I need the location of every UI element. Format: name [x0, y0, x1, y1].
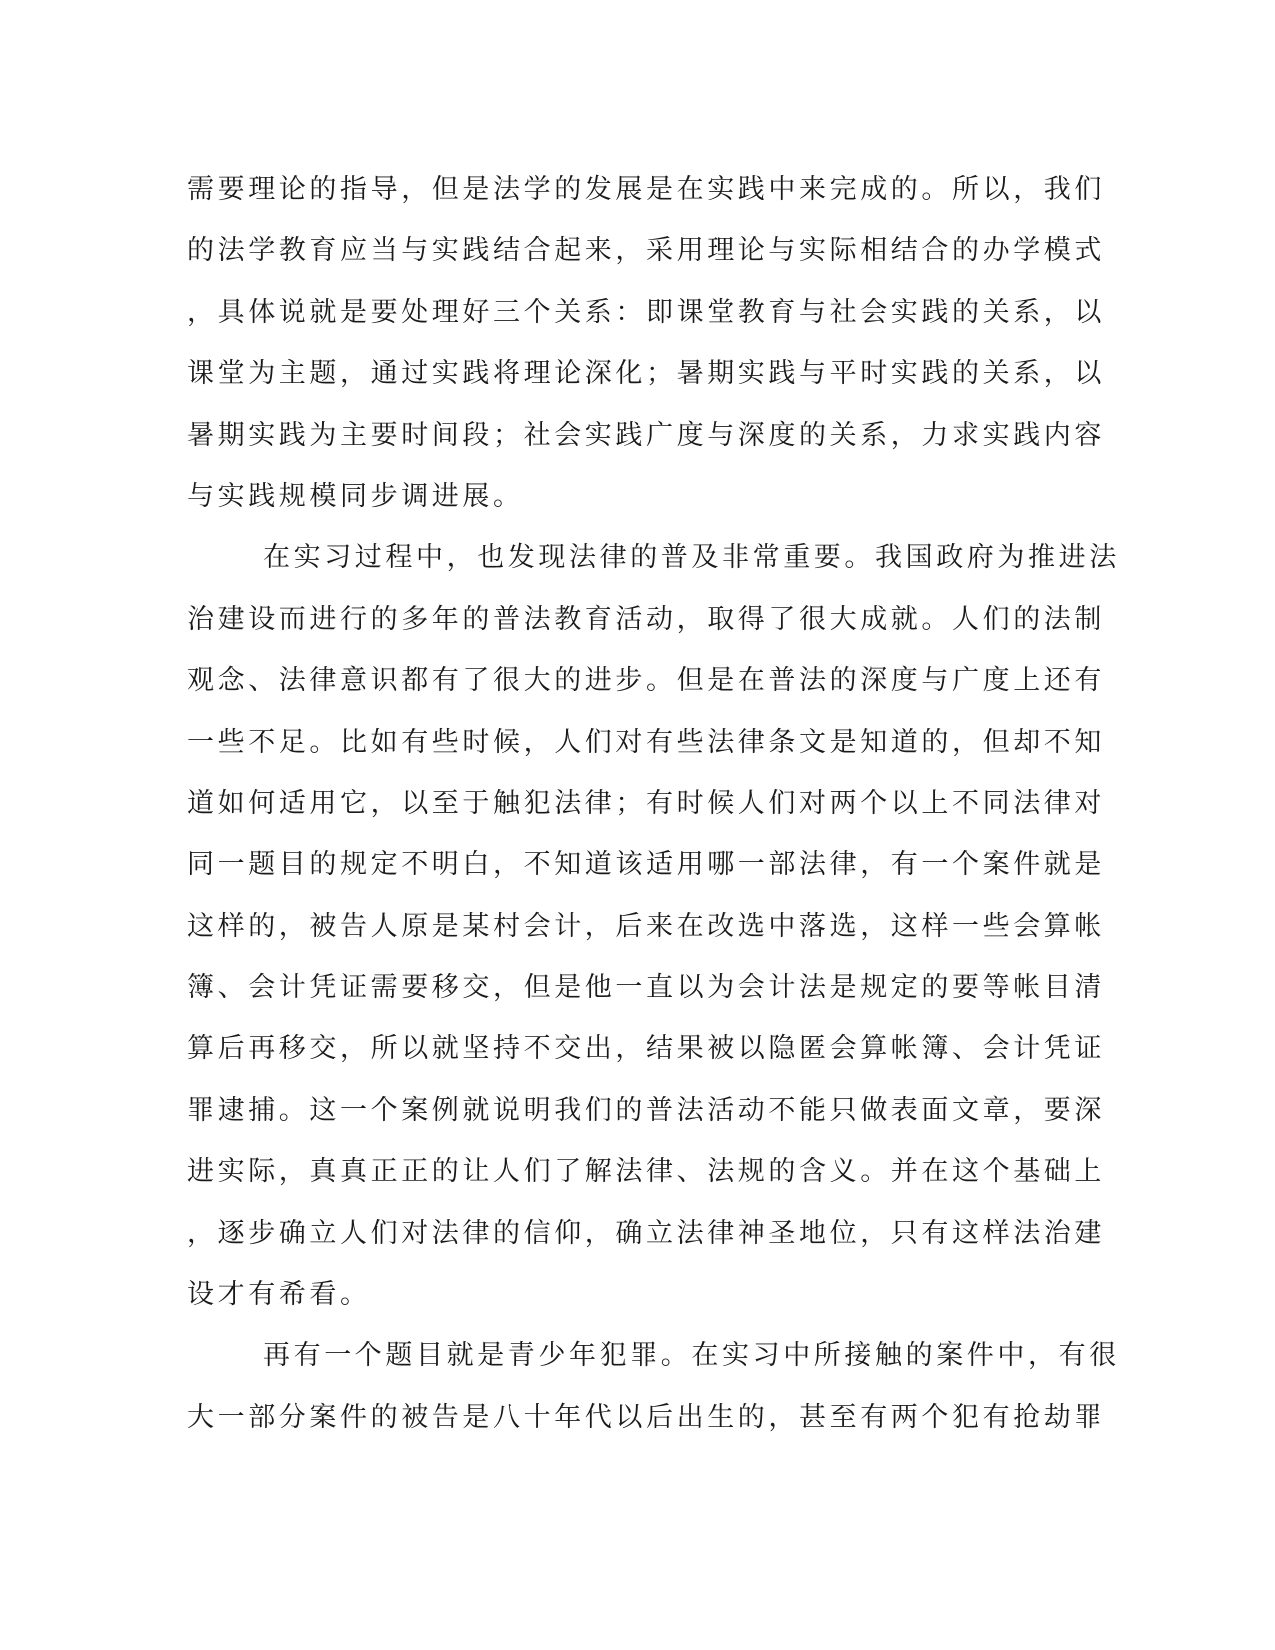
text-line: 簿、会计凭证需要移交，但是他一直以为会计法是规定的要等帐目清: [187, 972, 1105, 1004]
text-line: 治建设而进行的多年的普法教育活动，取得了很大成就。人们的法制: [187, 603, 1105, 635]
text-line: ，具体说就是要处理好三个关系：即课堂教育与社会实践的关系，以: [187, 296, 1105, 328]
text-line: 观念、法律意识都有了很大的进步。但是在普法的深度与广度上还有: [187, 665, 1105, 697]
text-line: 这样的，被告人原是某村会计，后来在改选中落选，这样一些会算帐: [187, 910, 1105, 942]
text-line: 与实践规模同步调进展。: [187, 480, 524, 512]
text-line: 进实际，真真正正的让人们了解法律、法规的含义。并在这个基础上: [187, 1156, 1105, 1188]
text-line: 罪逮捕。这一个案例就说明我们的普法活动不能只做表面文章，要深: [187, 1094, 1105, 1126]
text-line: 暑期实践为主要时间段；社会实践广度与深度的关系，力求实践内容: [187, 419, 1105, 451]
text-line: 算后再移交，所以就坚持不交出，结果被以隐匿会算帐簿、会计凭证: [187, 1033, 1105, 1065]
text-line: 一些不足。比如有些时候，人们对有些法律条文是知道的，但却不知: [187, 726, 1105, 758]
text-line: 道如何适用它，以至于触犯法律；有时候人们对两个以上不同法律对: [187, 787, 1105, 819]
paragraph-first-line: 再有一个题目就是青少年犯罪。在实习中所接触的案件中，有很: [263, 1340, 1120, 1372]
text-line: 的法学教育应当与实践结合起来，采用理论与实际相结合的办学模式: [187, 235, 1105, 267]
text-line: 同一题目的规定不明白，不知道该适用哪一部法律，有一个案件就是: [187, 849, 1105, 881]
text-line: 大一部分案件的被告是八十年代以后出生的，甚至有两个犯有抢劫罪: [187, 1401, 1105, 1433]
text-line: 设才有希看。: [187, 1279, 371, 1311]
body-text: [187, 159, 1120, 1448]
paragraph-first-line: 在实习过程中，也发现法律的普及非常重要。我国政府为推进法: [263, 542, 1120, 574]
text-line: 课堂为主题，通过实践将理论深化；暑期实践与平时实践的关系，以: [187, 358, 1105, 390]
text-line: ，逐步确立人们对法律的信仰，确立法律神圣地位，只有这样法治建: [187, 1217, 1105, 1249]
text-line: 需要理论的指导，但是法学的发展是在实践中来完成的。所以，我们: [187, 174, 1105, 205]
